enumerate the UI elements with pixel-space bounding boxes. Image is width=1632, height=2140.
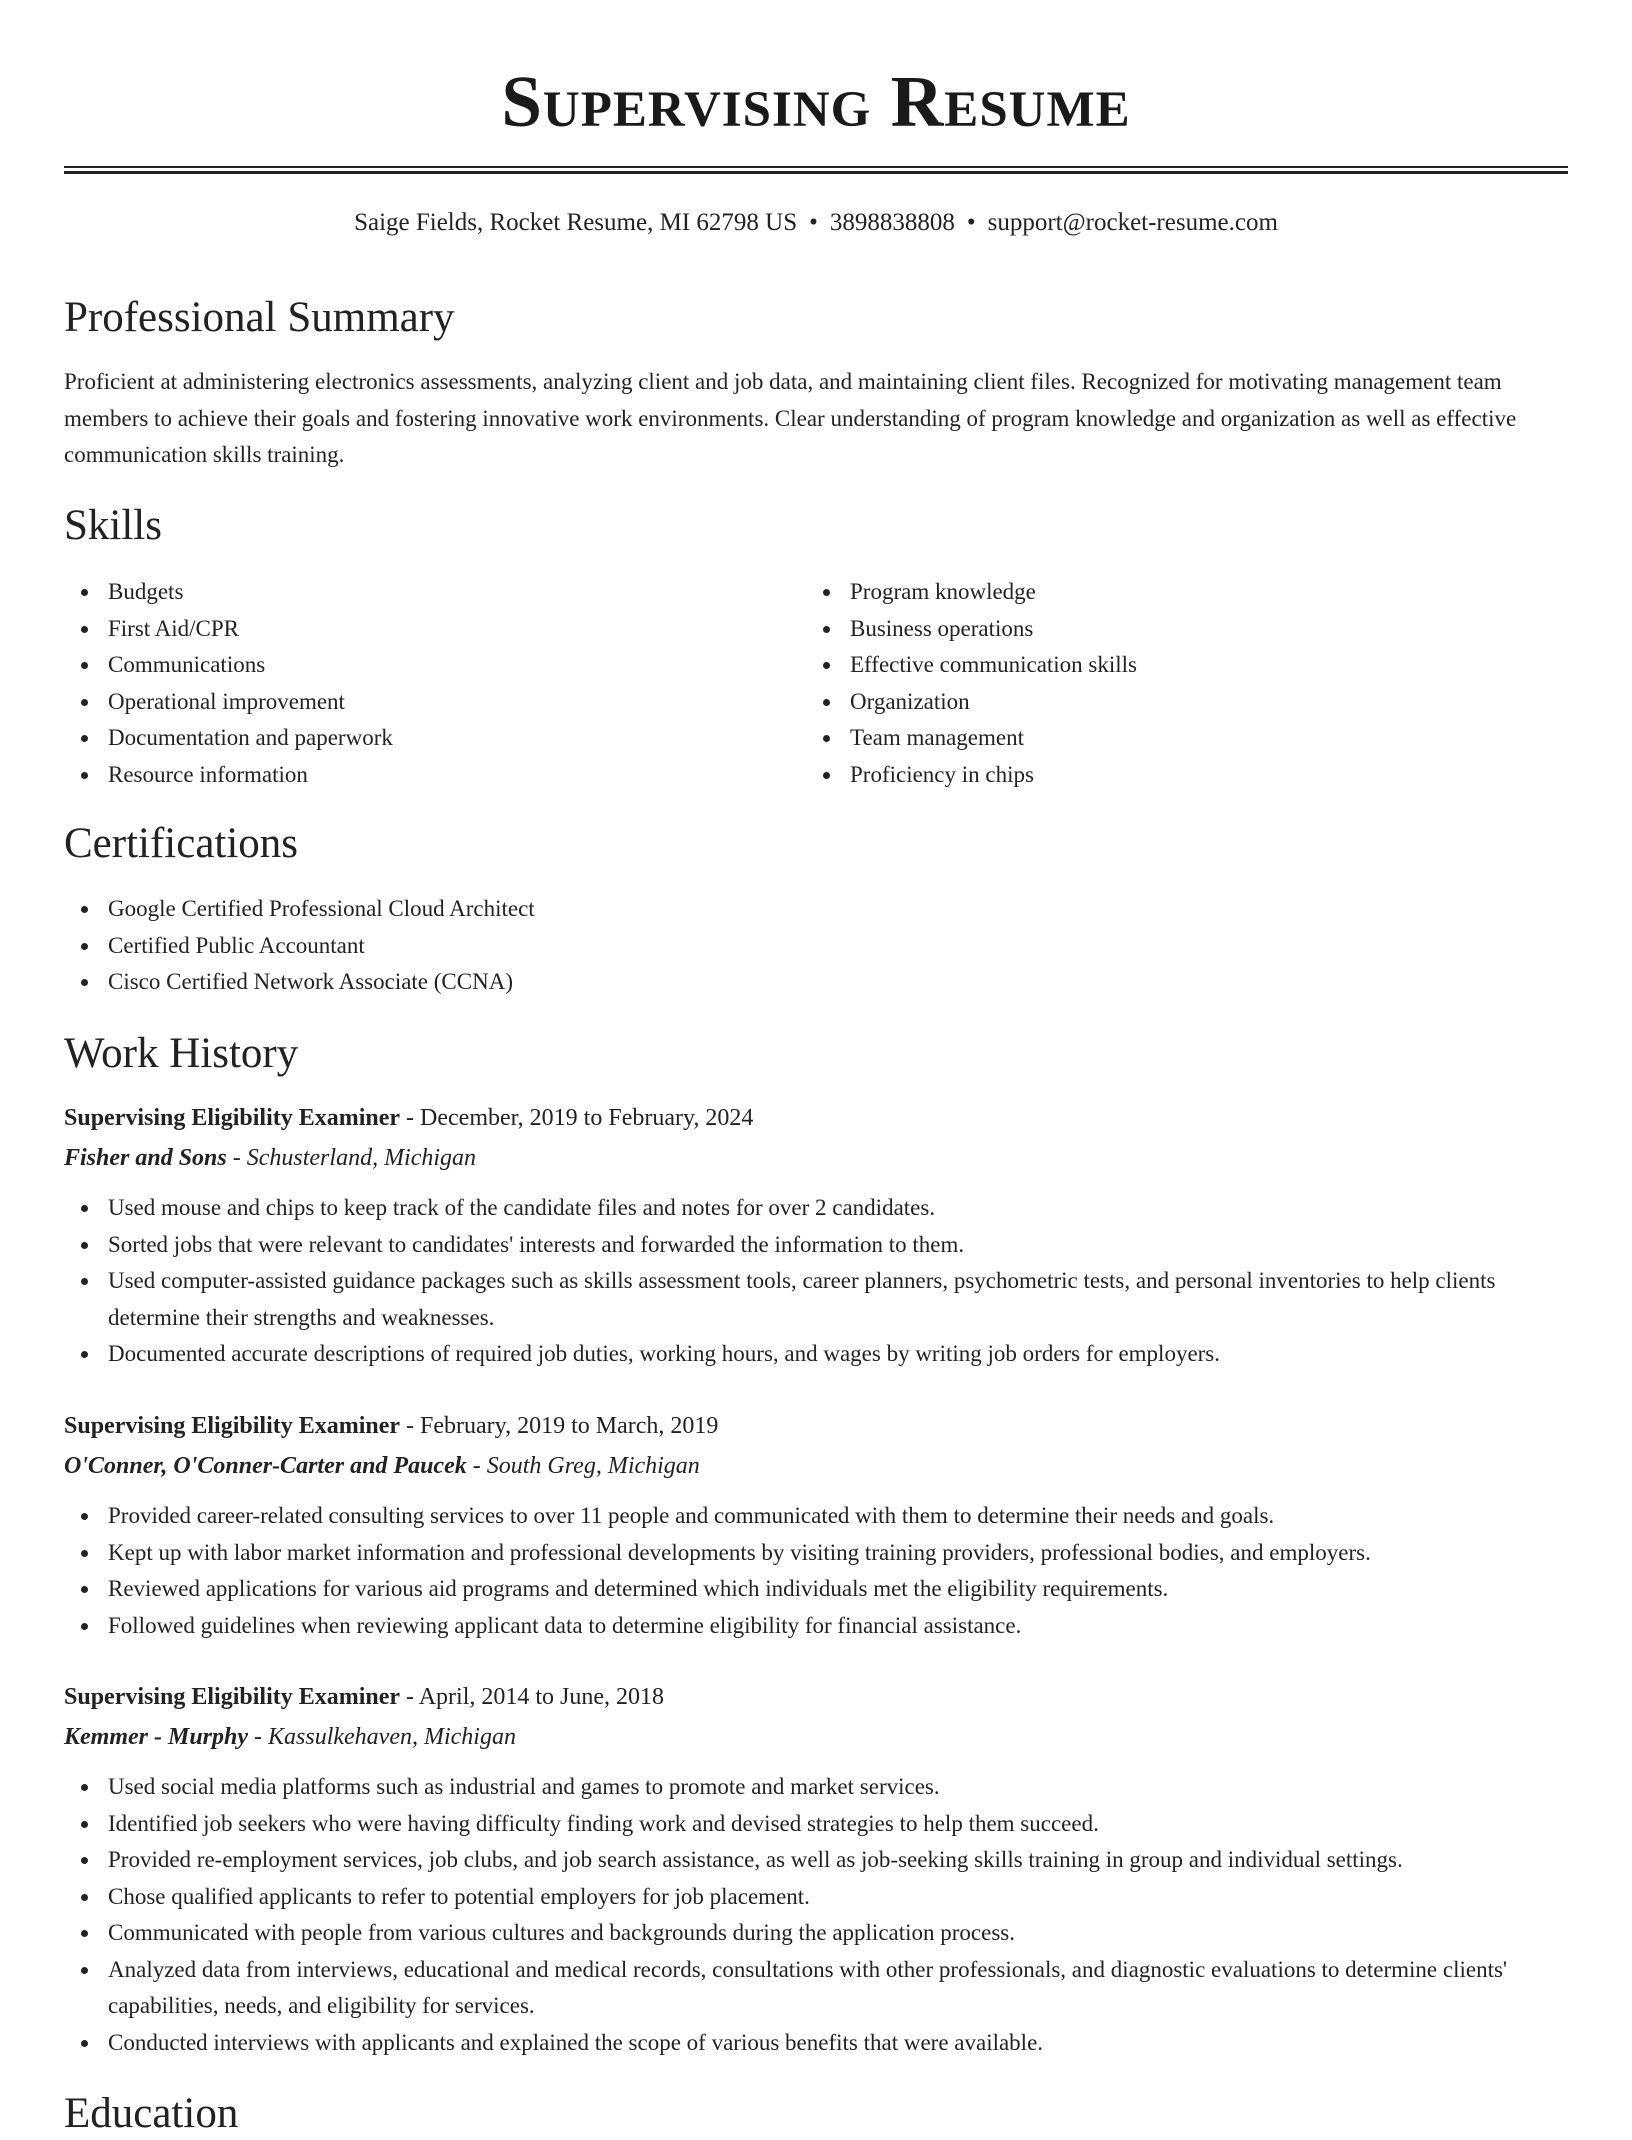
job-bullet: Identified job seekers who were having difficulty finding work and devised strategies to help them succeed. [64,1806,1568,1843]
skill-item: Resource information [64,757,764,794]
job-bullet: Used mouse and chips to keep track of the candidate files and notes for over 2 candidates. [64,1190,1568,1227]
job-title-line [64,1098,1568,1138]
job-bullets [64,1190,1568,1373]
job-company: Fisher and Sons [64,1145,227,1171]
skills-list-left [64,574,764,793]
job-bullet: Kept up with labor market information and professional developments by visiting training providers, professional bodies, and employers. [64,1535,1568,1572]
job-dates: - February, 2019 to March, 2019 [400,1413,719,1439]
section-heading-skills: Skills [64,502,162,549]
skill-item: Program knowledge [806,574,1506,611]
title-divider [64,166,1568,174]
summary-text: Proficient at administering electronics assessments, analyzing client and job data, and maintaining client files. Recognized for motivating management team members to achieve their goals and fostering innovative work environments. Clear understanding of program knowledge and organization as well as effective communication skills training. [64,369,1517,467]
job-bullet: Followed guidelines when reviewing applicant data to determine eligibility for financial assistance. [64,1608,1568,1645]
skill-item: First Aid/CPR [64,611,764,648]
job-title: Supervising Eligibility Examiner [64,1684,401,1710]
job-entry [64,1406,1568,1644]
section-heading-work-history: Work History [64,1030,299,1077]
resume-title: Supervising Resume [501,61,1131,142]
skill-item: Team management [806,720,1506,757]
job-title: Supervising Eligibility Examiner [64,1413,401,1439]
job-title: Supervising Eligibility Examiner [64,1105,401,1131]
skill-item: Operational improvement [64,684,764,721]
job-company-line [64,1446,1568,1486]
job-bullet: Provided career-related consulting services to over 11 people and communicated with them to determine their needs and goals. [64,1498,1568,1535]
job-bullet: Reviewed applications for various aid programs and determined which individuals met the eligibility requirements. [64,1571,1568,1608]
job-bullet: Used computer-assisted guidance packages such as skills assessment tools, career planners, psychometric tests, and personal inventories to help clients determine their strengths and weaknesses. [64,1263,1568,1336]
job-dates: - April, 2014 to June, 2018 [400,1684,665,1710]
section-heading-summary: Professional Summary [64,294,455,341]
contact-separator: • [966,209,976,236]
job-bullets [64,1498,1568,1644]
certifications-list [64,891,1568,1001]
job-bullets [64,1769,1568,2061]
job-bullet: Used social media platforms such as industrial and games to promote and market services. [64,1769,1568,1806]
job-entry [64,1098,1568,1373]
resume-page [64,0,1568,2137]
job-bullet: Provided re-employment services, job clubs, and job search assistance, as well as job-seeking skills training in group and individual settings. [64,1842,1568,1879]
contact-address: Saige Fields, Rocket Resume, MI 62798 US [354,209,798,236]
certification-item: Certified Public Accountant [64,928,1568,965]
job-location: - South Greg, Michigan [466,1453,700,1479]
job-entry [64,1677,1568,2061]
contact-phone: 3898838808 [829,209,955,236]
section-heading-education: Education [64,2090,239,2137]
job-title-line [64,1406,1568,1446]
skill-item: Communications [64,647,764,684]
job-company: O'Conner, O'Conner-Carter and Paucek [64,1453,467,1479]
contact-email: support@rocket-resume.com [987,209,1278,236]
job-company: Kemmer - Murphy [64,1724,249,1750]
skill-item: Budgets [64,574,764,611]
contact-line [64,206,1568,240]
certification-item: Google Certified Professional Cloud Architect [64,891,1568,928]
skills-list-right [806,574,1506,793]
job-bullet: Documented accurate descriptions of required job duties, working hours, and wages by writing job orders for employers. [64,1336,1568,1373]
job-location: - Kassulkehaven, Michigan [248,1724,516,1750]
job-bullet: Chose qualified applicants to refer to potential employers for job placement. [64,1879,1568,1916]
job-company-line [64,1717,1568,1757]
job-dates: - December, 2019 to February, 2024 [400,1105,754,1131]
job-title-line [64,1677,1568,1717]
section-heading-certifications: Certifications [64,820,299,867]
skill-item: Proficiency in chips [806,757,1506,794]
job-bullet: Communicated with people from various cultures and backgrounds during the application process. [64,1915,1568,1952]
job-bullet: Analyzed data from interviews, educational and medical records, consultations with other professionals, and diagnostic evaluations to determine clients' capabilities, needs, and eligibility for services. [64,1952,1568,2025]
job-location: - Schusterland, Michigan [226,1145,477,1171]
job-bullet: Conducted interviews with applicants and explained the scope of various benefits that were available. [64,2025,1568,2062]
skill-item: Business operations [806,611,1506,648]
skill-item: Effective communication skills [806,647,1506,684]
skill-item: Documentation and paperwork [64,720,764,757]
job-bullet: Sorted jobs that were relevant to candidates' interests and forwarded the information to them. [64,1227,1568,1264]
job-company-line [64,1138,1568,1178]
contact-separator: • [809,209,818,236]
certification-item: Cisco Certified Network Associate (CCNA) [64,964,1568,1001]
skill-item: Organization [806,684,1506,721]
